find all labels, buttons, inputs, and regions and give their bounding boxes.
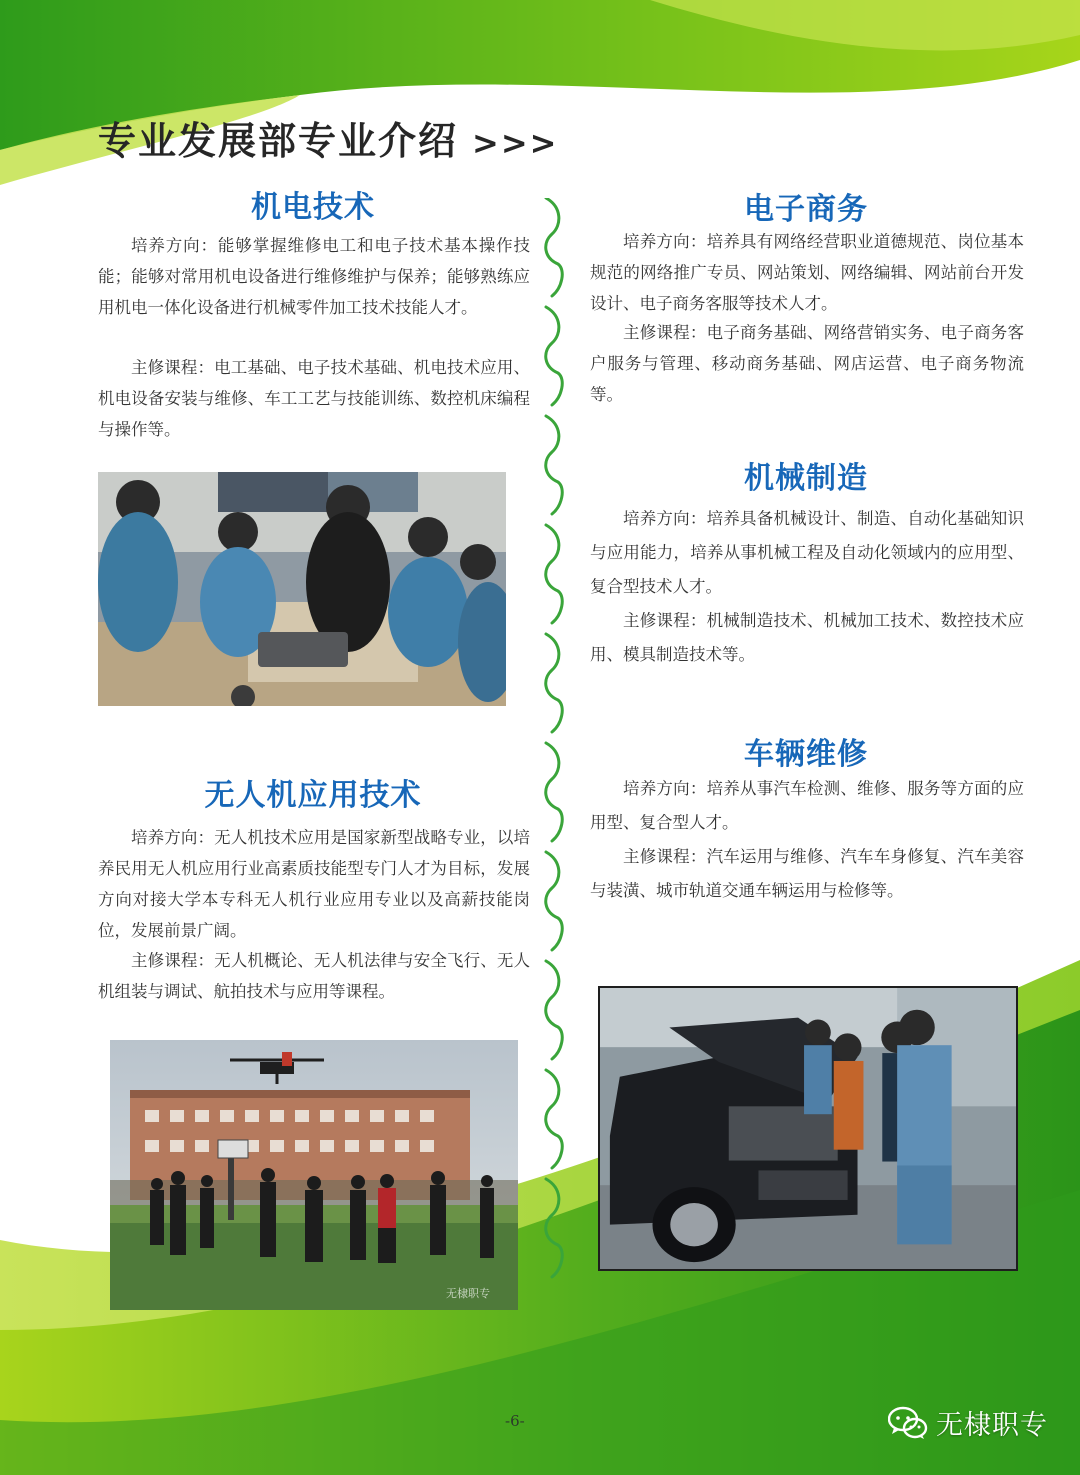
section-title-ecommerce: 电子商务 (744, 192, 868, 227)
brand-name: 无棣职专 (936, 1410, 1048, 1441)
drone-field-photo (110, 1040, 518, 1310)
wave-divider (538, 198, 568, 1288)
page-title-text: 专业发展部专业介绍 (98, 119, 459, 163)
wechat-icon (888, 1406, 928, 1440)
vehicle-direction: 培养方向：培养从事汽车检测、维修、服务等方面的应用型、复合型人才。 (590, 779, 1024, 832)
mechatronics-classroom-photo (98, 472, 506, 706)
section-title-drone: 无人机应用技术 (204, 778, 422, 813)
mechatronics-direction: 培养方向：能够掌握维修电工和电子技术基本操作技能；能够对常用机电设备进行维修维护与保养；能够熟练应用机电一体化设备进行机械零件加工技术技能人才。 (98, 236, 530, 317)
machinery-direction: 培养方向：培养具备机械设计、制造、自动化基础知识与应用能力，培养从事机械工程及自动化领域内的应用型、复合型技术人才。 (590, 509, 1024, 596)
section-title-vehicle: 车辆维修 (744, 737, 868, 772)
ecommerce-courses: 主修课程：电子商务基础、网络营销实务、电子商务客户服务与管理、移动商务基础、网店运营、电子商务物流等。 (590, 323, 1024, 404)
page-title (98, 110, 558, 165)
vehicle-repair-photo (598, 986, 1018, 1271)
section-title-machinery: 机械制造 (744, 461, 868, 496)
page-number: -6- (505, 1412, 525, 1430)
drone-direction: 培养方向：无人机技术应用是国家新型战略专业，以培养民用无人机应用行业高素质技能型专门人才为目标，发展方向对接大学本专科无人机行业应用专业以及高薪技能岗位，发展前景广阔。 (98, 828, 530, 940)
vehicle-courses: 主修课程：汽车运用与维修、汽车车身修复、汽车美容与装潢、城市轨道交通车辆运用与检修等。 (590, 847, 1024, 900)
brand-badge (888, 1403, 1048, 1442)
title-arrows: >>> (472, 124, 559, 162)
mechatronics-courses: 主修课程：电工基础、电子技术基础、机电技术应用、机电设备安装与维修、车工工艺与技能训练、数控机床编程与操作等。 (98, 358, 530, 439)
machinery-courses: 主修课程：机械制造技术、机械加工技术、数控技术应用、模具制造技术等。 (590, 611, 1024, 664)
photo-watermark: 无棣职专 (446, 1287, 490, 1300)
drone-courses: 主修课程：无人机概论、无人机法律与安全飞行、无人机组装与调试、航拍技术与应用等课程。 (98, 951, 530, 1001)
ecommerce-direction: 培养方向：培养具有网络经营职业道德规范、岗位基本规范的网络推广专员、网站策划、网络编辑、网站前台开发设计、电子商务客服等技术人才。 (590, 232, 1024, 313)
section-title-mechatronics: 机电技术 (251, 190, 375, 225)
